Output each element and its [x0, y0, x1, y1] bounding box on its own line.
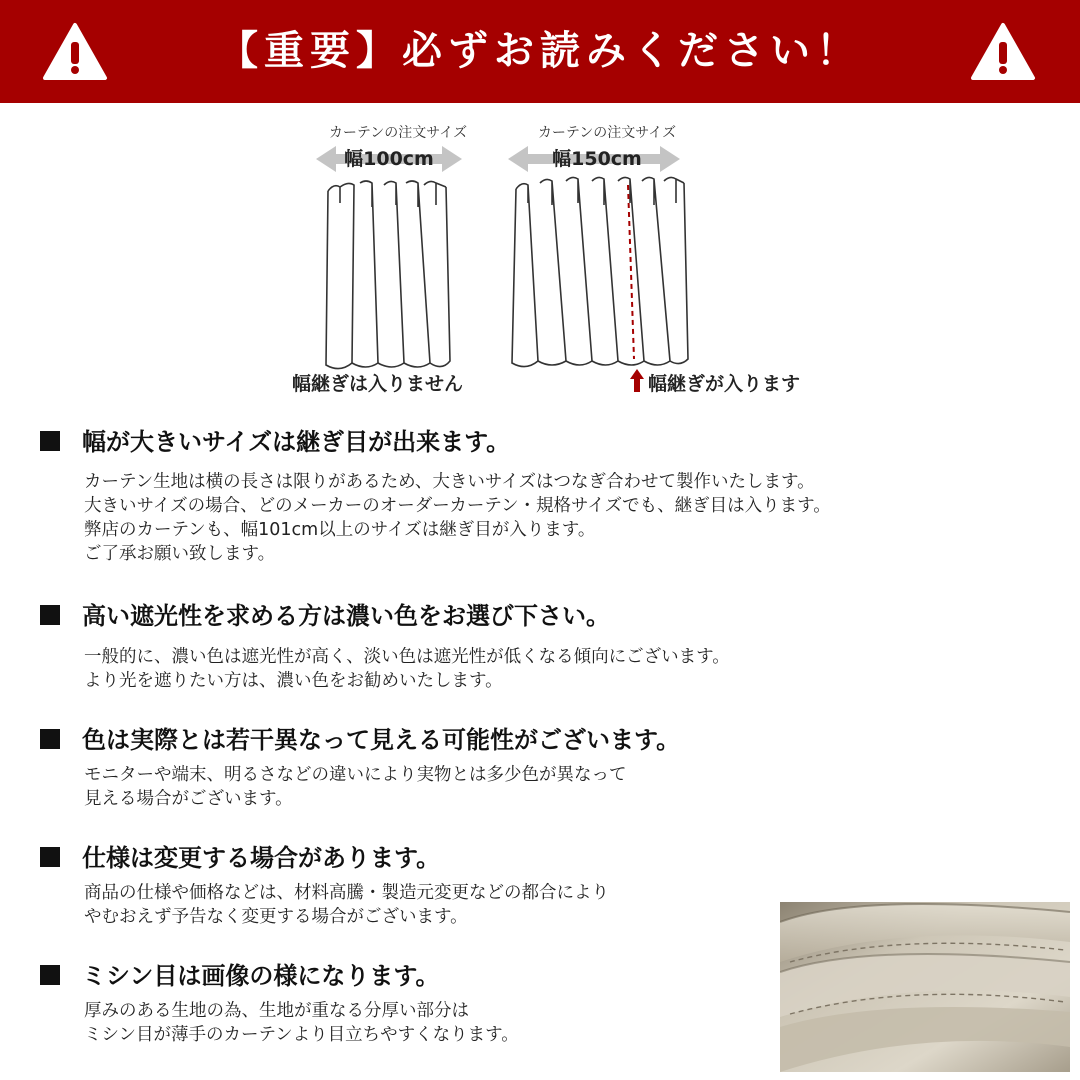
up-arrow-icon	[630, 369, 644, 392]
size-label-left: 幅100cm	[344, 148, 434, 170]
body-line: より光を遮りたい方は、濃い色をお勧めいたします。	[84, 671, 503, 691]
square-bullet-icon	[40, 605, 60, 625]
section-heading	[40, 422, 510, 457]
square-bullet-icon	[40, 729, 60, 749]
size-label-right: 幅150cm	[552, 148, 642, 170]
section-body	[84, 881, 609, 929]
square-bullet-icon	[40, 431, 60, 451]
body-line: 弊店のカーテンも、幅101cm以上のサイズは継ぎ目が入ります。	[84, 520, 596, 540]
section-title: 幅が大きいサイズは継ぎ目が出来ます。	[82, 428, 511, 456]
curtain-left	[326, 181, 450, 369]
section-heading	[40, 596, 610, 631]
body-line: 一般的に、濃い色は遮光性が高く、淡い色は遮光性が低くなる傾向にございます。	[84, 647, 730, 667]
square-bullet-icon	[40, 965, 60, 985]
body-line: 見える場合がございます。	[84, 789, 293, 809]
curtain-diagram	[0, 103, 1080, 403]
order-size-label-left: カーテンの注文サイズ	[328, 125, 468, 141]
section-title: 色は実際とは若干異なって見える可能性がございます。	[82, 726, 681, 754]
page-title: 【重要】必ずお読みください！	[218, 28, 862, 74]
caption-with-seam: 幅継ぎが入ります	[648, 373, 801, 395]
warning-triangle-icon	[970, 22, 1036, 82]
section-body	[84, 763, 627, 811]
square-bullet-icon	[40, 847, 60, 867]
body-line: カーテン生地は横の長さは限りがあるため、大きいサイズはつなぎ合わせて製作いたします。	[84, 472, 815, 492]
section-body	[84, 645, 730, 693]
section-body	[84, 470, 831, 566]
order-size-label-right: カーテンの注文サイズ	[537, 125, 677, 141]
section-title: 高い遮光性を求める方は濃い色をお選び下さい。	[82, 602, 610, 630]
section-title: 仕様は変更する場合があります。	[82, 844, 441, 872]
body-line: ご了承お願い致します。	[84, 544, 276, 564]
body-line: モニターや端末、明るさなどの違いにより実物とは多少色が異なって	[84, 765, 627, 785]
section-body	[84, 999, 519, 1047]
body-line: 厚みのある生地の為、生地が重なる分厚い部分は	[84, 1001, 469, 1021]
section-heading	[40, 720, 680, 755]
section-heading	[40, 956, 439, 991]
curtain-right	[512, 177, 688, 366]
body-line: 商品の仕様や価格などは、材料高騰・製造元変更などの都合により	[84, 883, 609, 903]
section-heading	[40, 838, 440, 873]
body-line: 大きいサイズの場合、どのメーカーのオーダーカーテン・規格サイズでも、継ぎ目は入ります。	[84, 496, 831, 516]
caption-no-seam: 幅継ぎは入りません	[292, 373, 464, 395]
fabric-stitch-photo	[780, 902, 1070, 1072]
body-line: ミシン目が薄手のカーテンより目立ちやすくなります。	[84, 1025, 519, 1045]
section-title: ミシン目は画像の様になります。	[82, 962, 440, 990]
body-line: やむおえず予告なく変更する場合がございます。	[84, 907, 468, 927]
